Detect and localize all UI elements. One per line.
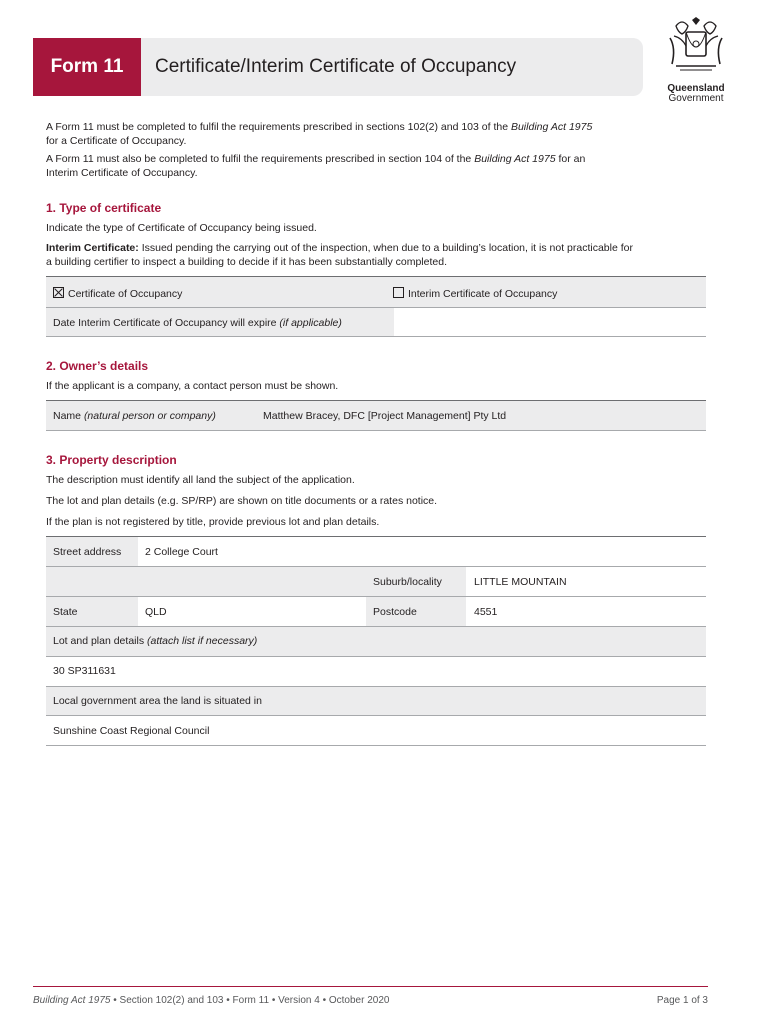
checkbox-certificate-of-occupancy[interactable] [53, 287, 64, 298]
section-2-heading: 2. Owner’s details [46, 359, 149, 373]
row-divider [46, 745, 706, 746]
suburb-label: Suburb/locality [373, 576, 442, 588]
owner-name-label [53, 409, 216, 423]
queensland-government-logo [662, 16, 730, 104]
label-note: (natural person or company) [83, 410, 216, 422]
lga-label: Local government area the land is situated in [53, 695, 262, 707]
intro-text: for an [555, 153, 586, 165]
row-divider [46, 715, 706, 716]
checkbox-interim-certificate[interactable] [393, 287, 404, 298]
page-number: Page 1 of 3 [656, 995, 708, 1006]
page-title: Certificate/Interim Certificate of Occupancy [155, 56, 517, 77]
owner-name-field[interactable]: Matthew Bracey, DFC [Project Management] Pty Ltd [263, 410, 507, 422]
option-interim-certificate[interactable] [393, 286, 557, 301]
intro-paragraph-1 [46, 120, 592, 148]
intro-text: for a Certificate of Occupancy. [46, 135, 187, 147]
expiry-label [53, 316, 342, 330]
street-address-label: Street address [53, 546, 122, 558]
section-1-instruction: Indicate the type of Certificate of Occupancy being issued. [46, 222, 317, 234]
section-3-heading: 3. Property description [46, 453, 177, 467]
footer-rule [33, 986, 708, 987]
section-3-instruction-3: If the plan is not registered by title, provide previous lot and plan details. [46, 516, 380, 528]
section-3-instruction-1: The description must identify all land the subject of the application. [46, 474, 355, 486]
postcode-field[interactable]: 4551 [474, 606, 498, 618]
label-text: Lot and plan details [53, 635, 147, 647]
coat-of-arms-icon [662, 16, 730, 78]
option-certificate-of-occupancy[interactable] [53, 286, 182, 301]
lot-plan-label [53, 634, 257, 648]
footer-act: Building Act 1975 [33, 995, 111, 1006]
section-1-heading: 1. Type of certificate [46, 201, 162, 215]
logo-text-queensland: Queensland [667, 83, 725, 94]
interim-label: Interim Certificate: [46, 242, 139, 254]
row-divider [46, 336, 706, 337]
postcode-label: Postcode [373, 606, 417, 618]
act-name: Building Act 1975 [510, 121, 593, 133]
footer-text: • Section 102(2) and 103 • Form 11 • Version 4 • October 2020 [110, 995, 390, 1006]
label-note: (attach list if necessary) [147, 635, 258, 647]
expiry-date-field[interactable] [400, 316, 700, 330]
lga-field[interactable]: Sunshine Coast Regional Council [53, 725, 210, 737]
intro-paragraph-2 [46, 152, 585, 180]
label-note: (if applicable) [279, 317, 342, 329]
interim-text: Issued pending the carrying out of the inspection, when due to a building’s location, it is not practicable for [138, 242, 633, 254]
table-top-rule [46, 536, 706, 537]
label-text: Date Interim Certificate of Occupancy will expire [53, 317, 280, 329]
section-2-instruction: If the applicant is a company, a contact person must be shown. [46, 380, 339, 392]
intro-text: Interim Certificate of Occupancy. [46, 167, 198, 179]
logo-text-government: Government [668, 93, 724, 104]
act-name: Building Act 1975 [474, 153, 556, 165]
form-number-badge: Form 11 [33, 38, 141, 96]
row-divider [46, 656, 706, 657]
label-text: Name [53, 410, 84, 422]
interim-definition [46, 241, 633, 269]
row-divider [46, 430, 706, 431]
intro-text: A Form 11 must be completed to fulfil the requirements prescribed in sections 102(2) and 103 of the [46, 121, 511, 133]
state-field[interactable]: QLD [145, 606, 167, 618]
footer-citation [33, 995, 389, 1006]
street-address-field[interactable]: 2 College Court [145, 546, 218, 558]
intro-text: A Form 11 must also be completed to fulfil the requirements prescribed in section 104 of the [46, 153, 475, 165]
interim-text: a building certifier to inspect a building to decide if it has been substantially completed. [46, 256, 447, 268]
lot-plan-field[interactable]: 30 SP311631 [53, 665, 116, 677]
form-title-bar [141, 38, 643, 96]
option-label: Interim Certificate of Occupancy [408, 288, 558, 300]
form-header [33, 38, 643, 96]
option-label: Certificate of Occupancy [68, 288, 183, 300]
section-3-instruction-2: The lot and plan details (e.g. SP/RP) are shown on title documents or a rates notice. [46, 495, 438, 507]
suburb-field[interactable]: LITTLE MOUNTAIN [474, 576, 567, 588]
state-label: State [53, 606, 78, 618]
